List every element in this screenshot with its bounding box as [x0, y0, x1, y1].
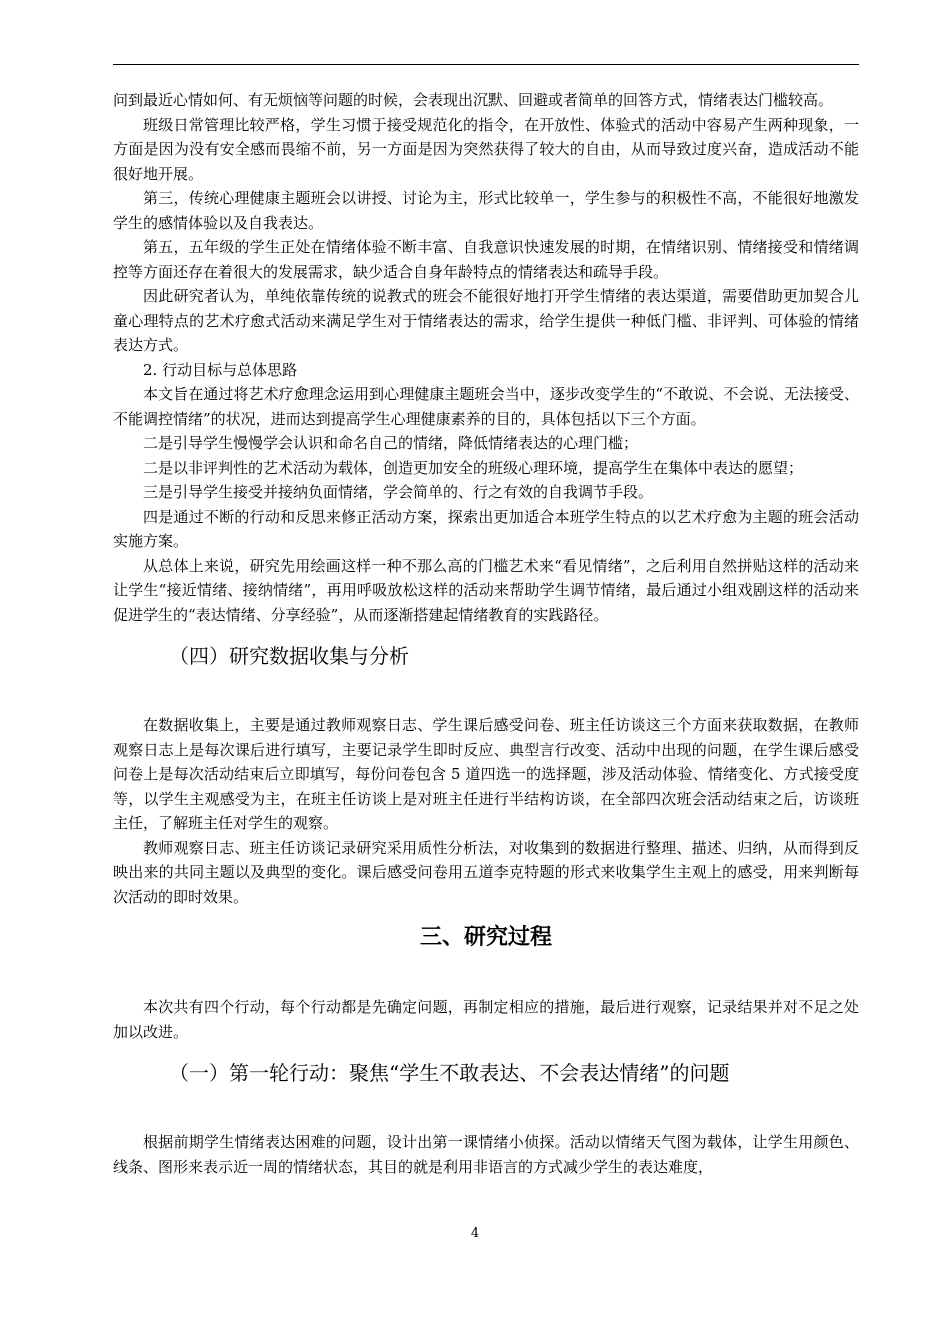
paragraph: 班级日常管理比较严格，学生习惯于接受规范化的指令，在开放性、体验式的活动中容易产生两种现象，一方面是因为没有安全感而畏缩不前，另一方面是因为突然获得了较大的自由，从而导致过度兴奋，造成活动不能很好地开展。 [113, 115, 859, 183]
paragraph: 三是引导学生接受并接纳负面情绪，学会简单的、行之有效的自我调节手段。 [143, 483, 654, 501]
paragraph: 二是引导学生慢慢学会认识和命名自己的情绪，降低情绪表达的心理门槛； [143, 434, 639, 452]
paragraph: 第三，传统心理健康主题班会以讲授、讨论为主，形式比较单一，学生参与的积极性不高，不能很好地激发学生的感情体验以及自我表达。 [113, 189, 859, 232]
section-heading-round-one: （一）第一轮行动：聚焦“学生不敢表达、不会表达情绪”的问题 [169, 1061, 730, 1085]
paragraph: 因此研究者认为，单纯依靠传统的说教式的班会不能很好地打开学生情绪的表达渠道，需要借助更加契合儿童心理特点的艺术疗愈式活动来满足学生对于情绪表达的需求，给学生提供一种低门槛、非评判、可体验的情绪表达方式。 [113, 287, 859, 354]
paragraph: 在数据收集上，主要是通过教师观察日志、学生课后感受问卷、班主任访谈这三个方面来获取数据，在教师观察日志上是每次课后进行填写，主要记录学生即时反应、典型言行改变、活动中出现的问题，在学生课后感受问卷上是每次活动结束后立即填写，每份问卷包含 5 道四选一的选择题，涉及活动体验、情绪变化、方式接受度等，以学生主观感受为主，在班主任访谈上是对班主任进行半结构访谈，在全部四次班会活动结束之后，访谈班主任，了解班主任对学生的观察。 [113, 716, 859, 832]
header-rule [113, 64, 859, 65]
paragraph: 从总体上来说，研究先用绘画这样一种不那么高的门槛艺术来“看见情绪”，之后利用自然拼贴这样的活动来让学生“接近情绪、接纳情绪”，再用呼吸放松这样的活动来帮助学生调节情绪，最后通过小组戏剧这样的活动来促进学生的“表达情绪、分享经验”，从而逐渐搭建起情绪教育的实践路径。 [113, 556, 859, 624]
paragraph: 本文旨在通过将艺术疗愈理念运用到心理健康主题班会当中，逐步改变学生的“不敢说、不会说、无法接受、不能调控情绪”的状况，进而达到提高学生心理健康素养的目的，具体包括以下三个方面。 [113, 385, 859, 428]
paragraph: 四是通过不断的行动和反思来修正活动方案，探索出更加适合本班学生特点的以艺术疗愈为主题的班会活动实施方案。 [113, 507, 859, 550]
section-heading-research-process: 三、研究过程 [419, 924, 552, 950]
subheading-goals: 2. 行动目标与总体思路 [143, 360, 298, 379]
paragraph: 二是以非评判性的艺术活动为载体，创造更加安全的班级心理环境，提高学生在集体中表达的愿望； [143, 458, 804, 477]
paragraph: 根据前期学生情绪表达困难的问题，设计出第一课情绪小侦探。活动以情绪天气图为载体，让学生用颜色、线条、图形来表示近一周的情绪状态，其目的就是利用非语言的方式减少学生的表达难度， [113, 1133, 859, 1176]
paragraph: 第五，五年级的学生正处在情绪体验不断丰富、自我意识快速发展的时期，在情绪识别、情绪接受和情绪调控等方面还存在着很大的发展需求，缺少适合自身年龄特点的情绪表达和疏导手段。 [113, 238, 859, 281]
paragraph: 本次共有四个行动，每个行动都是先确定问题，再制定相应的措施，最后进行观察，记录结果并对不足之处加以改进。 [113, 998, 859, 1041]
document-body [113, 88, 859, 1179]
section-heading-data-collection: （四）研究数据收集与分析 [169, 644, 409, 668]
paragraph: 教师观察日志、班主任访谈记录研究采用质性分析法，对收集到的数据进行整理、描述、归纳，从而得到反映出来的共同主题以及典型的变化。课后感受问卷用五道李克特题的形式来收集学生主观上的感受，用来判断每次活动的即时效果。 [113, 838, 859, 906]
page-number: 4 [470, 1226, 480, 1241]
paragraph: 问到最近心情如何、有无烦恼等问题的时候，会表现出沉默、回避或者简单的回答方式，情绪表达门槛较高。 [113, 91, 834, 109]
